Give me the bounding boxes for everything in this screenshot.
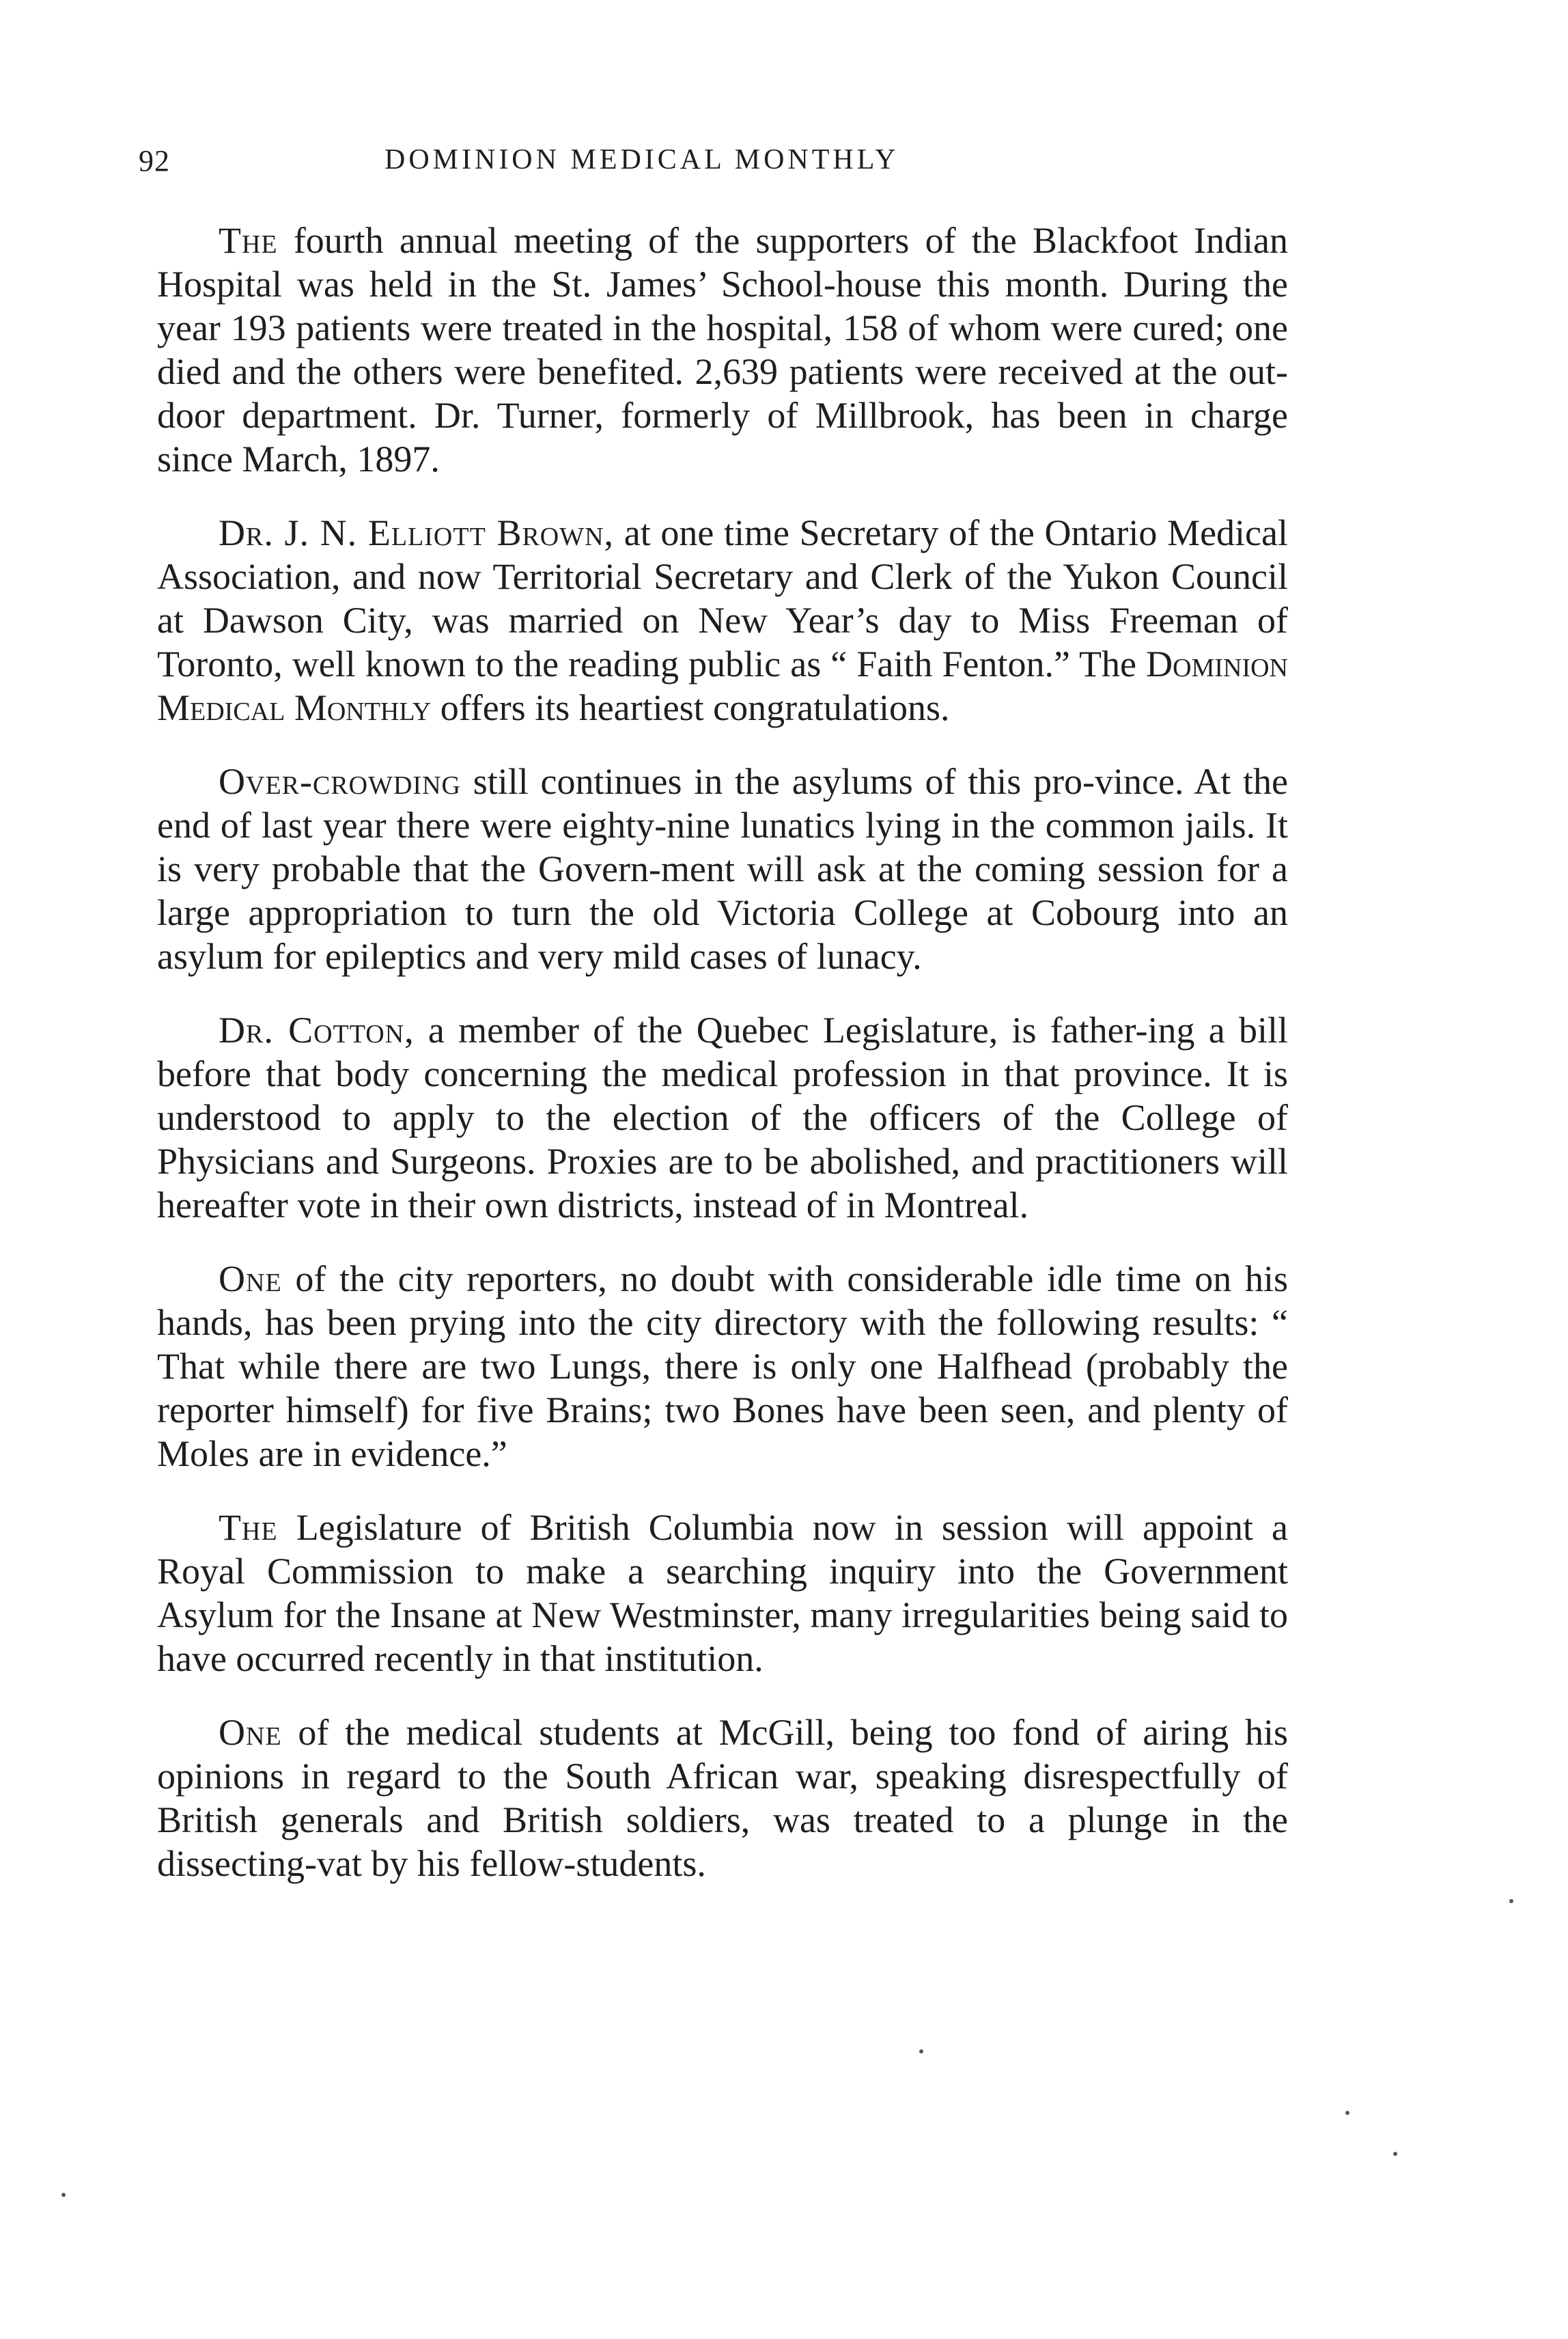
- paragraph-lead: One: [219, 1258, 282, 1299]
- scan-speck: [919, 2049, 923, 2053]
- paragraph-lead: The: [219, 1507, 278, 1548]
- paragraph-british-columbia: [157, 1506, 1288, 1680]
- scan-speck: [61, 2193, 66, 2197]
- paragraph-text: Legislature of British Columbia now in session will appoint a Royal Commission to make a searching inquiry into the Government Asylum for the Insane at New Westminster, many irregularities being said to have occurred recently in that institution.: [157, 1507, 1288, 1679]
- scan-speck: [1345, 2111, 1349, 2115]
- paragraph-blackfoot-hospital: [157, 219, 1288, 481]
- paragraph-text-after: offers its heartiest congratulations.: [431, 687, 950, 728]
- paragraph-text: of the city reporters, no doubt with considerable idle time on his hands, has been prying into the city directory with the following results: “ That while there are two Lungs, there is only one Halfhead (probably the reporter himself) for five Brains; two Bones have been seen, and plenty of Moles are in evidence.”: [157, 1258, 1288, 1474]
- paragraph-city-reporters: [157, 1257, 1288, 1476]
- running-head: [139, 143, 1286, 184]
- paragraph-over-crowding: [157, 760, 1288, 978]
- paragraph-elliott-brown: [157, 511, 1288, 730]
- scan-speck: [1393, 2152, 1397, 2156]
- paragraph-text: still continues in the asylums of this pro-vince. At the end of last year there were eighty-nine lunatics lying in the common jails. It is very probable that the Govern-ment will ask at the coming session for a large appropriation to turn the old Victoria College at Cobourg into an asylum for epileptics and very mild cases of lunacy.: [157, 761, 1288, 977]
- journal-reference: Dominion Medical Monthly: [157, 643, 1288, 728]
- paragraph-lead: Dr. Cotton,: [219, 1010, 415, 1051]
- page-number: 92: [139, 144, 170, 178]
- paragraph-text: of the medical students at McGill, being too fond of airing his opinions in regard to the South African war, speaking disrespectfully of British generals and British soldiers, was treated to a plunge in the dissecting-vat by his fellow-students.: [157, 1712, 1288, 1884]
- paragraph-lead: Over-crowding: [219, 761, 461, 802]
- paragraph-dr-cotton: [157, 1008, 1288, 1227]
- journal-title: DOMINION MEDICAL MONTHLY: [384, 144, 899, 176]
- paragraph-lead: One: [219, 1712, 282, 1753]
- scan-speck: [1509, 1899, 1513, 1903]
- article-body: [157, 219, 1288, 1915]
- paragraph-lead: The: [219, 220, 278, 261]
- paragraph-text: at one time Secretary of the Ontario Medical Association, and now Territorial Secretary and Clerk of the Yukon Council at Dawson City, was married on New Year’s day to Miss Freeman of Toronto, well known to the reading public as “ Faith Fenton.” The: [157, 512, 1288, 684]
- paragraph-lead: Dr. J. N. Elliott Brown,: [219, 512, 615, 553]
- paragraph-text: fourth annual meeting of the supporters of the Blackfoot Indian Hospital was held in the St. James’ School-house this month. During the year 193 patients were treated in the hospital, 158 of whom were cured; one died and the others were benefited. 2,639 patients were received at the out-door department. Dr. Turner, formerly of Millbrook, has been in charge since March, 1897.: [157, 220, 1288, 480]
- paragraph-text: a member of the Quebec Legislature, is father-ing a bill before that body concerning the medical profession in that province. It is understood to apply to the election of the officers of the College of Physicians and Surgeons. Proxies are to be abolished, and practitioners will hereafter vote in their own districts, instead of in Montreal.: [157, 1010, 1288, 1226]
- paragraph-mcgill-student: [157, 1711, 1288, 1885]
